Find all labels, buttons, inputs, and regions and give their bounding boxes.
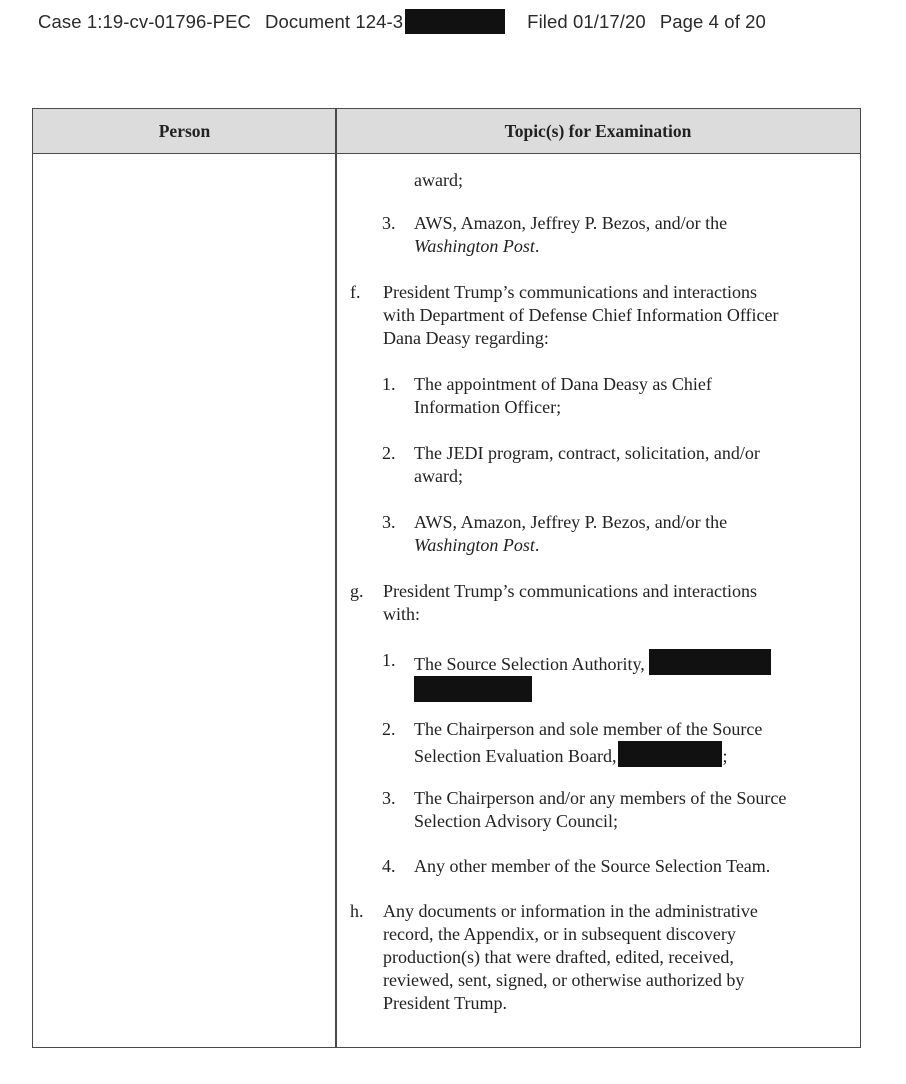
item-number: 1. — [382, 374, 396, 394]
filed-date: Filed 01/17/20 — [527, 11, 646, 32]
case-header — [38, 9, 766, 34]
item-number: 2. — [382, 719, 396, 739]
item-number: 3. — [382, 213, 396, 233]
table-header-row — [33, 109, 860, 154]
item-number: 4. — [382, 856, 396, 876]
item-text: The Source Selection Authority, — [414, 649, 864, 703]
item-text: The JEDI program, contract, solicitation, and/or award; — [414, 443, 760, 486]
redaction-block — [618, 741, 722, 767]
item-text: AWS, Amazon, Jeffrey P. Bezos, and/or the Washington Post. — [414, 512, 728, 555]
redaction-block — [649, 649, 771, 675]
column-header-person: Person — [158, 121, 211, 141]
column-header-topics: Topic(s) for Examination — [504, 121, 692, 141]
column-divider — [335, 109, 337, 1047]
item-letter: g. — [350, 581, 364, 601]
item-text: AWS, Amazon, Jeffrey P. Bezos, and/or the Washington Post. — [414, 213, 728, 256]
continued-text: award; — [414, 170, 463, 190]
item-text: President Trump’s communications and interactions with Department of Defense Chief Information Officer Dana Deasy regarding: — [383, 282, 779, 348]
item-number: 3. — [382, 512, 396, 532]
item-number: 1. — [382, 650, 396, 670]
item-text: The Chairperson and sole member of the Source Selection Evaluation Board, ; — [414, 719, 763, 766]
header-redaction — [405, 9, 505, 34]
item-letter: h. — [350, 901, 364, 921]
item-text: Any other member of the Source Selection Team. — [414, 856, 771, 876]
case-number: Case 1:19-cv-01796-PEC — [38, 11, 251, 32]
item-text: The Chairperson and/or any members of the Source Selection Advisory Council; — [414, 788, 787, 831]
document-number: Document 124-3 — [265, 11, 404, 32]
item-text: President Trump’s communications and interactions with: — [383, 581, 757, 624]
item-text: The appointment of Dana Deasy as Chief Information Officer; — [414, 374, 712, 417]
item-number: 2. — [382, 443, 396, 463]
item-letter: f. — [350, 282, 361, 302]
redaction-block — [414, 676, 532, 702]
item-number: 3. — [382, 788, 396, 808]
page-number: Page 4 of 20 — [659, 11, 766, 32]
item-text: Any documents or information in the administrative record, the Appendix, or in subsequent discovery production(s) that were drafted, edited, received, reviewed, sent, signed, or otherwise authorized by President Trump. — [383, 901, 758, 1013]
